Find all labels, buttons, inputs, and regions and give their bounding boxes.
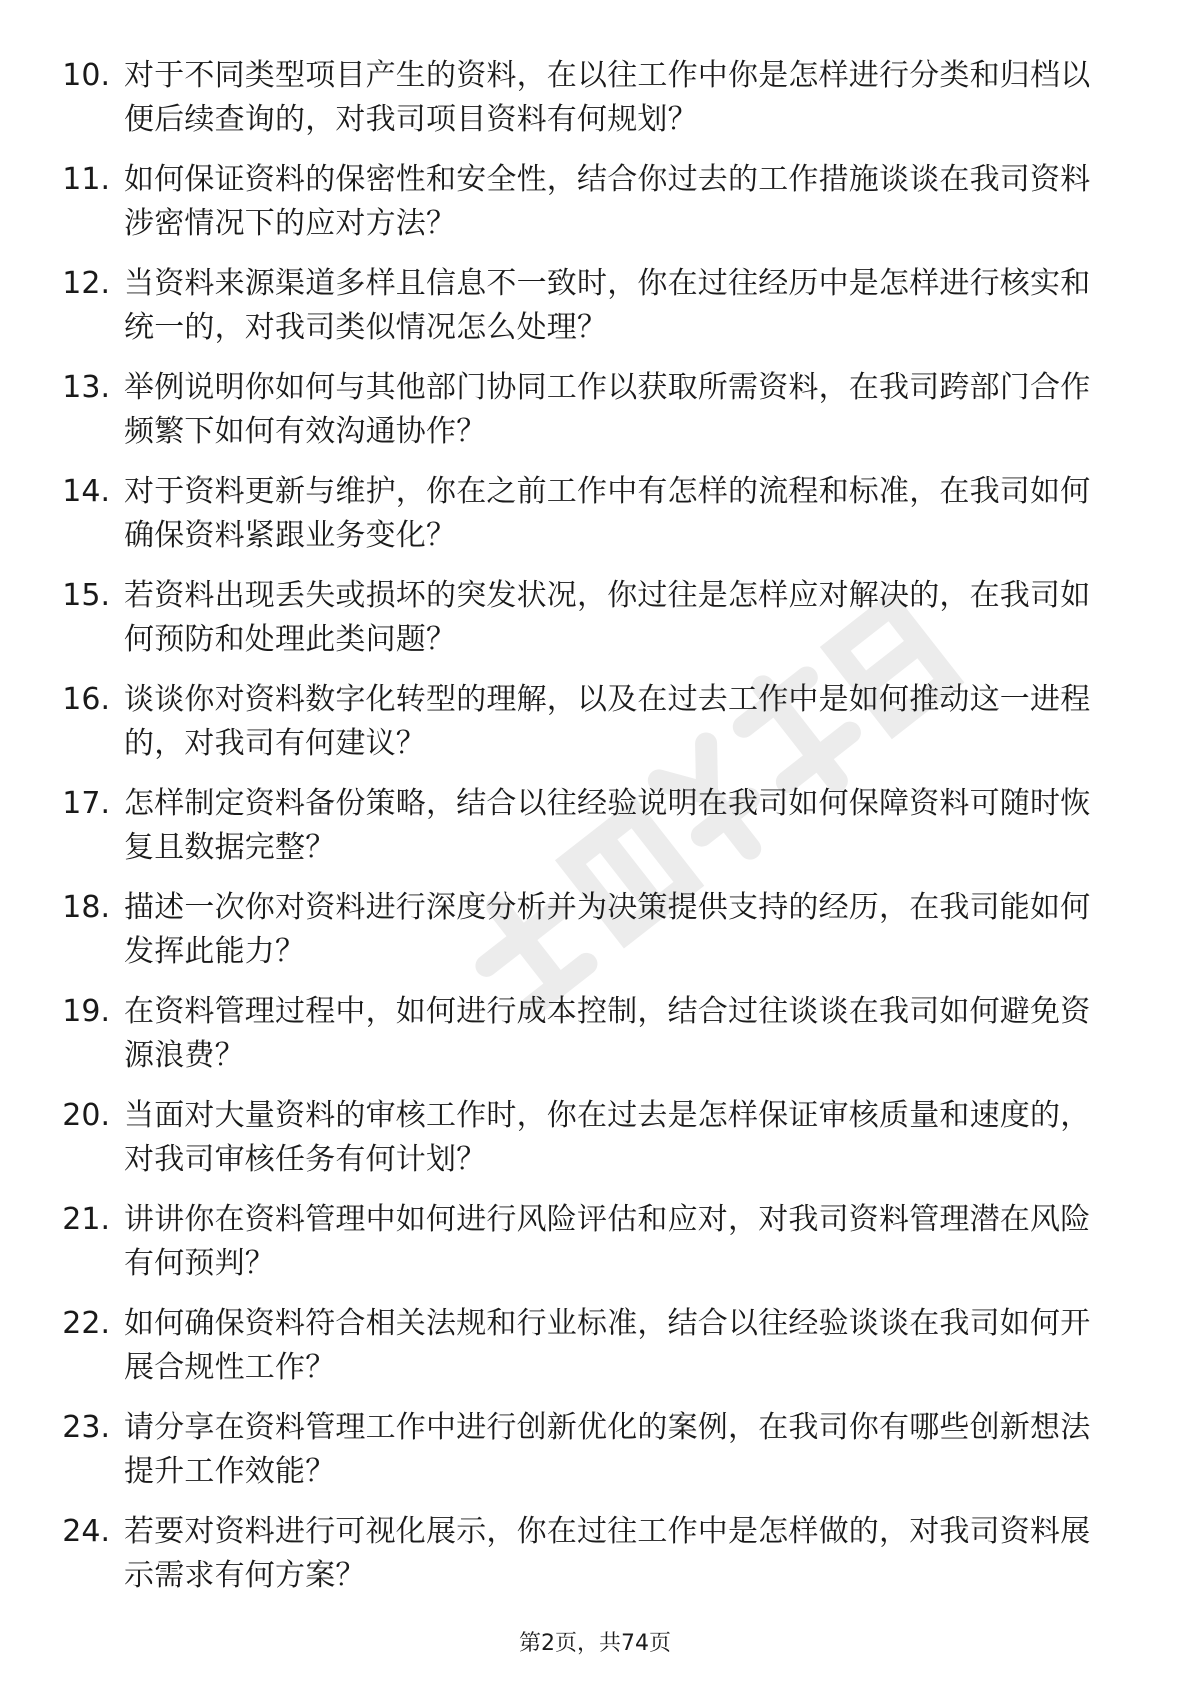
question-item [52, 678, 1112, 767]
question-text: 举例说明你如何与其他部门协同工作以获取所需资料，在我司跨部门合作频繁下如何有效沟通协作？ [124, 370, 1091, 449]
question-number: 19. [62, 994, 110, 1029]
question-number: 22. [62, 1306, 110, 1341]
question-number: 23. [62, 1410, 110, 1445]
question-item [52, 1302, 1112, 1391]
question-text: 在资料管理过程中，如何进行成本控制，结合过往谈谈在我司如何避免资源浪费？ [124, 994, 1091, 1073]
question-text: 如何保证资料的保密性和安全性，结合你过去的工作措施谈谈在我司资料涉密情况下的应对方法？ [124, 162, 1091, 241]
question-number: 16. [62, 682, 110, 717]
page-footer: 第2页，共74页 [519, 1631, 671, 1656]
question-text: 当面对大量资料的审核工作时，你在过去是怎样保证审核质量和速度的，对我司审核任务有何计划？ [124, 1098, 1091, 1177]
question-item [52, 886, 1112, 975]
question-text: 对于不同类型项目产生的资料，在以往工作中你是怎样进行分类和归档以便后续查询的，对我司项目资料有何规划？ [124, 58, 1091, 137]
question-text: 当资料来源渠道多样且信息不一致时，你在过往经历中是怎样进行核实和统一的，对我司类似情况怎么处理？ [124, 266, 1091, 345]
question-text: 请分享在资料管理工作中进行创新优化的案例，在我司你有哪些创新想法提升工作效能？ [124, 1410, 1091, 1489]
question-number: 12. [62, 266, 110, 301]
question-text: 描述一次你对资料进行深度分析并为决策提供支持的经历，在我司能如何发挥此能力？ [124, 890, 1091, 969]
question-item [52, 366, 1112, 455]
question-number: 18. [62, 890, 110, 925]
question-item [52, 1510, 1112, 1599]
question-item [52, 1094, 1112, 1183]
question-number: 24. [62, 1514, 110, 1549]
question-item [52, 158, 1112, 247]
question-text: 若资料出现丢失或损坏的突发状况，你过往是怎样应对解决的，在我司如何预防和处理此类问题？ [124, 578, 1091, 657]
question-text: 怎样制定资料备份策略，结合以往经验说明在我司如何保障资料可随时恢复且数据完整？ [124, 786, 1091, 865]
question-number: 17. [62, 786, 110, 821]
question-number: 14. [62, 474, 110, 509]
question-text: 讲讲你在资料管理中如何进行风险评估和应对，对我司资料管理潜在风险有何预判？ [124, 1202, 1091, 1281]
question-item [52, 262, 1112, 351]
question-list [52, 54, 1112, 1614]
question-item [52, 574, 1112, 663]
question-text: 如何确保资料符合相关法规和行业标准，结合以往经验谈谈在我司如何开展合规性工作？ [124, 1306, 1091, 1385]
question-text: 若要对资料进行可视化展示，你在过往工作中是怎样做的，对我司资料展示需求有何方案？ [124, 1514, 1091, 1593]
question-item [52, 1198, 1112, 1287]
question-number: 15. [62, 578, 110, 613]
question-number: 20. [62, 1098, 110, 1133]
question-item [52, 470, 1112, 559]
question-text: 对于资料更新与维护，你在之前工作中有怎样的流程和标准，在我司如何确保资料紧跟业务变化？ [124, 474, 1091, 553]
question-item [52, 54, 1112, 143]
question-number: 21. [62, 1202, 110, 1237]
question-number: 10. [62, 58, 110, 93]
question-item [52, 990, 1112, 1079]
question-item [52, 782, 1112, 871]
question-item [52, 1406, 1112, 1495]
question-number: 13. [62, 370, 110, 405]
question-text: 谈谈你对资料数字化转型的理解，以及在过去工作中是如何推动这一进程的，对我司有何建议？ [124, 682, 1091, 761]
question-number: 11. [62, 162, 110, 197]
